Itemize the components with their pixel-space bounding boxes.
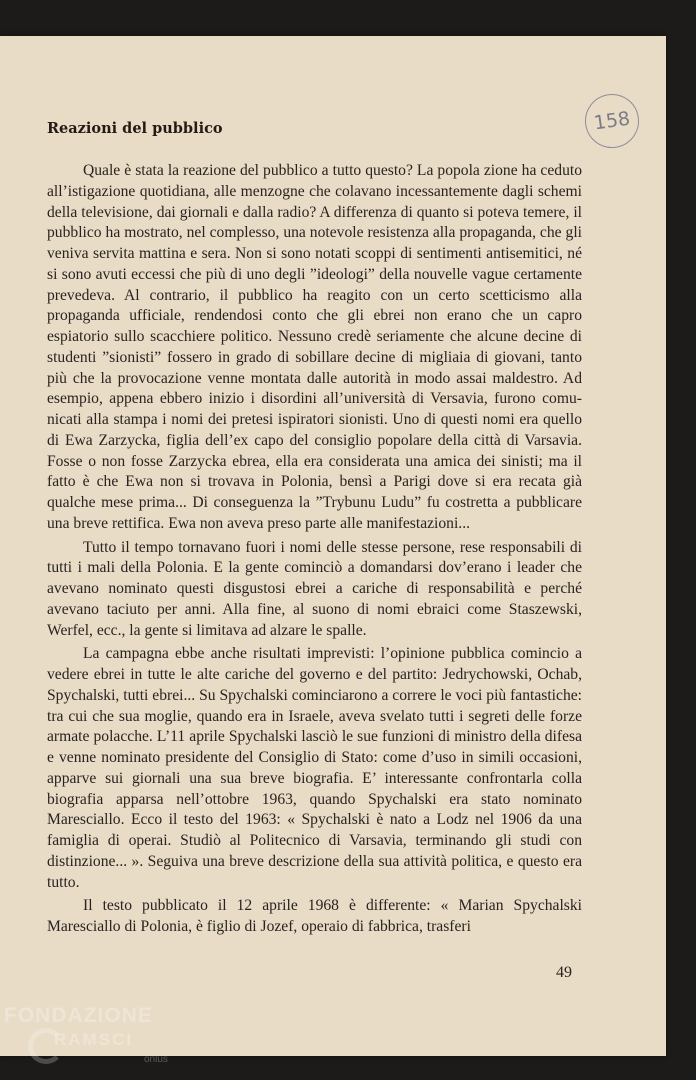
watermark-logo — [4, 1000, 179, 1076]
paragraph-1: Quale è stata la reazione del pubblico a tutto questo? La popola zione ha ceduto all’istigazione quotidiana, alle menzogne che colavano incessantemente dagli schemi della televisione, dai giornali e dalla radio? A differenza di quanto si poteva temere, il pubblico ha mostrato, nel complesso, una notevole resistenza alla propaganda, che gli veniva servita mattina e sera. Non si sono notati scoppi di sentimenti antisemitici, né si sono avuti eccessi che più di uno degli ”ideologi” della nouvelle vague certamente prevedeva. Al contrario, il pubblico ha reagito con un certo scetticismo alla propaganda ufficiale, rendendosi conto che gli ebrei non erano che un capro espiatorio sullo scacchiere politico. Nessuno credè seriamente che alcune decine di studenti ”sionisti” fossero in grado di sobillare decine di migliaia di giovani, tanto più che la provocazione venne montata dalle autorità in modo assai maldestro. Ad esempio, appena ebbero inizio i disordini all’università di Versavia, furono comunicati alla stampa i nomi dei pretesi ispiratori sionisti. Uno di questi nomi era quello di Ewa Zarzycka, figlia dell’ex capo del consiglio popolare della città di Varsavia. Fosse o non fosse Zarzycka ebrea, ella era considerata una amica dei sinisti; ma il fatto è che Ewa non si trovava in Polonia, bensì a Parigi dove si era recata già qualche mese prima... Di conseguenza la ”Trybunu Ludu” fu costretta a pubblicare una breve rettifica. Ewa non aveva preso parte alle manifestazioni... — [47, 162, 582, 532]
section-heading: Reazioni del pubblico — [47, 120, 223, 137]
paragraph-3: La campagna ebbe anche risultati imprevisti: l’opinione pubblica comincio a vedere ebrei in tutte le alte cariche del governo e del partito: Jedrychowski, Ochab, Spychalski, tutti ebrei... Su Spychalski cominciarono a correre le voci più fantastiche: tra cui che sua moglie, quando era in Israele, aveva svelato tutti i segreti delle forze armate polacche. L’11 aprile Spychalski lasciò le sue funzioni di ministro della difesa e venne nominato presidente del Consiglio di Stato: come d’uso in simili occasioni, apparve sui giornali una sua breve biografia. E’ interessante confrontarla colla biografia apparsa nell’ottobre 1963, quando Spychalski era stato nominato Maresciallo. Ecco il testo del 1963: « Spychalski è nato a Lodz nel 1906 da una famiglia di operai. Studiò al Politecnico di Varsavia, terminando gli studi con distinzione... ». Seguiva una breve descrizione della sua attività politica, e questo era tutto. — [47, 645, 582, 891]
paragraph-2: Tutto il tempo tornavano fuori i nomi delle stesse persone, rese responsabili di tutti i mali della Polonia. E la gente cominciò a domandarsi dov’erano i leader che avevano nominato questi disgustosi ebrei a cariche di responsabilità e perché avevano taciuto per anni. Alla fine, al suono di nomi ebraici come Staszewski, Werfel, ecc., la gente si limitava ad alzare le spalle. — [47, 538, 582, 639]
archive-stamp — [582, 91, 643, 152]
page-number: 49 — [556, 964, 572, 981]
archive-number: 158 — [592, 107, 632, 135]
watermark-subtitle: RAMSCI — [54, 1030, 134, 1049]
watermark-title: FONDAZIONE — [4, 1004, 153, 1027]
paragraph-4: Il testo pubblicato il 12 aprile 1968 è differente: « Marian Spychalski Maresciallo di Polonia, è figlio di Jozef, operaio di fabbrica, trasferi — [47, 897, 582, 935]
article-body — [47, 161, 582, 941]
watermark-onlus: onlus — [144, 1054, 168, 1065]
